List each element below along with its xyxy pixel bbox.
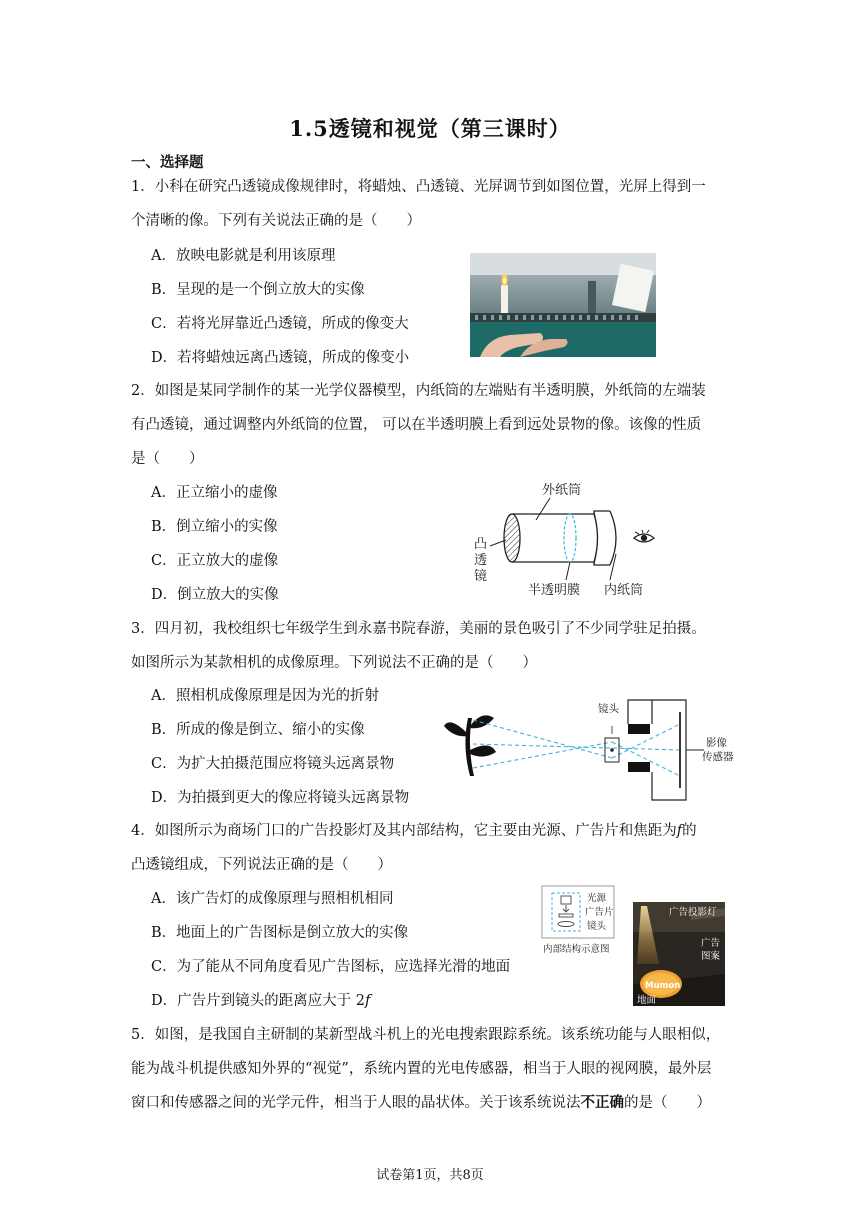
q3-stem-line2: 如图所示为某款相机的成像原理。下列说法不正确的是（ ） <box>131 655 537 671</box>
q1-option-c: C．若将光屏靠近凸透镜，所成的像变大 <box>151 316 409 332</box>
q5-stem-line3-text: 窗口和传感器之间的光学元件，相当于人眼的晶状体。关于该系统说法 <box>131 1095 581 1111</box>
q5-stem-line1: 5．如图，是我国自主研制的某新型战斗机上的光电搜索跟踪系统。该系统功能与人眼相似， <box>131 1027 721 1043</box>
q2-stem-line2: 有凸透镜，通过调整内外纸筒的位置， 可以在半透明膜上看到远处景物的像。该像的性质 <box>131 417 702 433</box>
q4-projector-lamp-figure <box>541 884 726 1006</box>
label-ground: 地面 <box>637 995 657 1006</box>
q1-candle-lens-photo <box>470 253 656 357</box>
q4-option-d-focal: f <box>364 993 371 1009</box>
q3-stem-line1: 3．四月初，我校组织七年级学生到永嘉书院春游，美丽的景色吸引了不少同学驻足拍摄。 <box>131 621 706 637</box>
projected-logo-text: Mumon <box>645 981 681 991</box>
q1-option-a: A．放映电影就是利用该原理 <box>151 248 336 264</box>
q5-stem-line3-end: 的是（ ） <box>624 1095 711 1111</box>
q4-stem-line2: 凸透镜组成，下列说法正确的是（ ） <box>131 857 392 873</box>
q4-stem-line1-end: 的 <box>682 823 697 839</box>
label-camera-lens: 镜头 <box>598 703 619 715</box>
q4-option-d-text: D．广告片到镜头的距离应大于 2 <box>151 993 365 1009</box>
q3-option-b: B．所成的像是倒立、缩小的实像 <box>151 722 365 738</box>
q4-option-c: C．为了能从不同角度看见广告图标，应选择光滑的地面 <box>151 959 511 975</box>
label-ad-pattern-1: 广告 <box>701 938 721 949</box>
q4-option-a: A．该广告灯的成像原理与照相机相同 <box>151 891 394 907</box>
label-outer-tube: 外纸筒 <box>542 483 582 498</box>
label-projector-lamp: 广告投影灯 <box>669 907 717 918</box>
label-ad-slide: 广告片 <box>585 907 614 918</box>
label-light-source: 光源 <box>587 893 607 904</box>
q4-stem-line1-text: 4．如图所示为商场门口的广告投影灯及其内部结构，它主要由光源、广告片和焦距为 <box>131 823 677 839</box>
page-title: 1.5透镜和视觉（第三课时） <box>289 116 571 141</box>
label-lens-2: 透 <box>474 553 488 568</box>
label-ad-pattern-2: 图案 <box>701 951 721 962</box>
q4-focal-symbol: f <box>676 823 683 839</box>
section-heading: 一、选择题 <box>131 155 204 171</box>
page-footer: 试卷第1页，共8页 <box>376 1168 484 1183</box>
label-sensor-1: 影像 <box>706 737 727 749</box>
q5-stem-line3 <box>131 1093 711 1113</box>
label-lens-3: 镜 <box>474 569 488 584</box>
q1-stem-line2: 个清晰的像。下列有关说法正确的是（ ） <box>131 213 421 229</box>
q3-option-a: A．照相机成像原理是因为光的折射 <box>151 688 379 704</box>
q5-emphasis: 不正确 <box>580 1094 624 1111</box>
label-projector-lens: 镜头 <box>587 921 607 932</box>
label-inner-tube: 内纸筒 <box>604 583 644 598</box>
label-film: 半透明膜 <box>528 583 581 598</box>
q2-stem-line3: 是（ ） <box>131 451 204 467</box>
q2-paper-tube-diagram <box>470 476 662 601</box>
q2-option-c: C．正立放大的虚像 <box>151 553 279 569</box>
q2-option-a: A．正立缩小的虚像 <box>151 485 278 501</box>
q3-camera-principle-diagram <box>440 696 740 802</box>
q3-option-c: C．为扩大拍摄范围应将镜头远离景物 <box>151 756 395 772</box>
label-sensor-2: 传感器 <box>702 751 734 763</box>
q4-option-d <box>151 991 370 1011</box>
q4-option-b: B．地面上的广告图标是倒立放大的实像 <box>151 925 409 941</box>
q4-stem-line1 <box>131 821 697 841</box>
label-lens-1: 凸 <box>474 537 488 552</box>
eye-icon <box>634 530 654 542</box>
q1-stem-line1: 1．小科在研究凸透镜成像规律时，将蜡烛、凸透镜、光屏调节到如图位置，光屏上得到一 <box>131 179 706 195</box>
q1-option-d: D．若将蜡烛远离凸透镜，所成的像变小 <box>151 350 410 366</box>
label-structure-caption: 内部结构示意图 <box>543 944 610 955</box>
q1-option-b: B．呈现的是一个倒立放大的实像 <box>151 282 365 298</box>
q3-option-d: D．为拍摄到更大的像应将镜头远离景物 <box>151 790 410 806</box>
q5-stem-line2: 能为战斗机提供感知外界的“视觉”，系统内置的光电传感器，相当于人眼的视网膜，最外层 <box>131 1061 712 1077</box>
q2-option-b: B．倒立缩小的实像 <box>151 519 278 535</box>
q2-option-d: D．倒立放大的实像 <box>151 587 279 603</box>
q2-stem-line1: 2．如图是某同学制作的某一光学仪器模型，内纸筒的左端贴有半透明膜，外纸筒的左端装 <box>131 383 706 399</box>
